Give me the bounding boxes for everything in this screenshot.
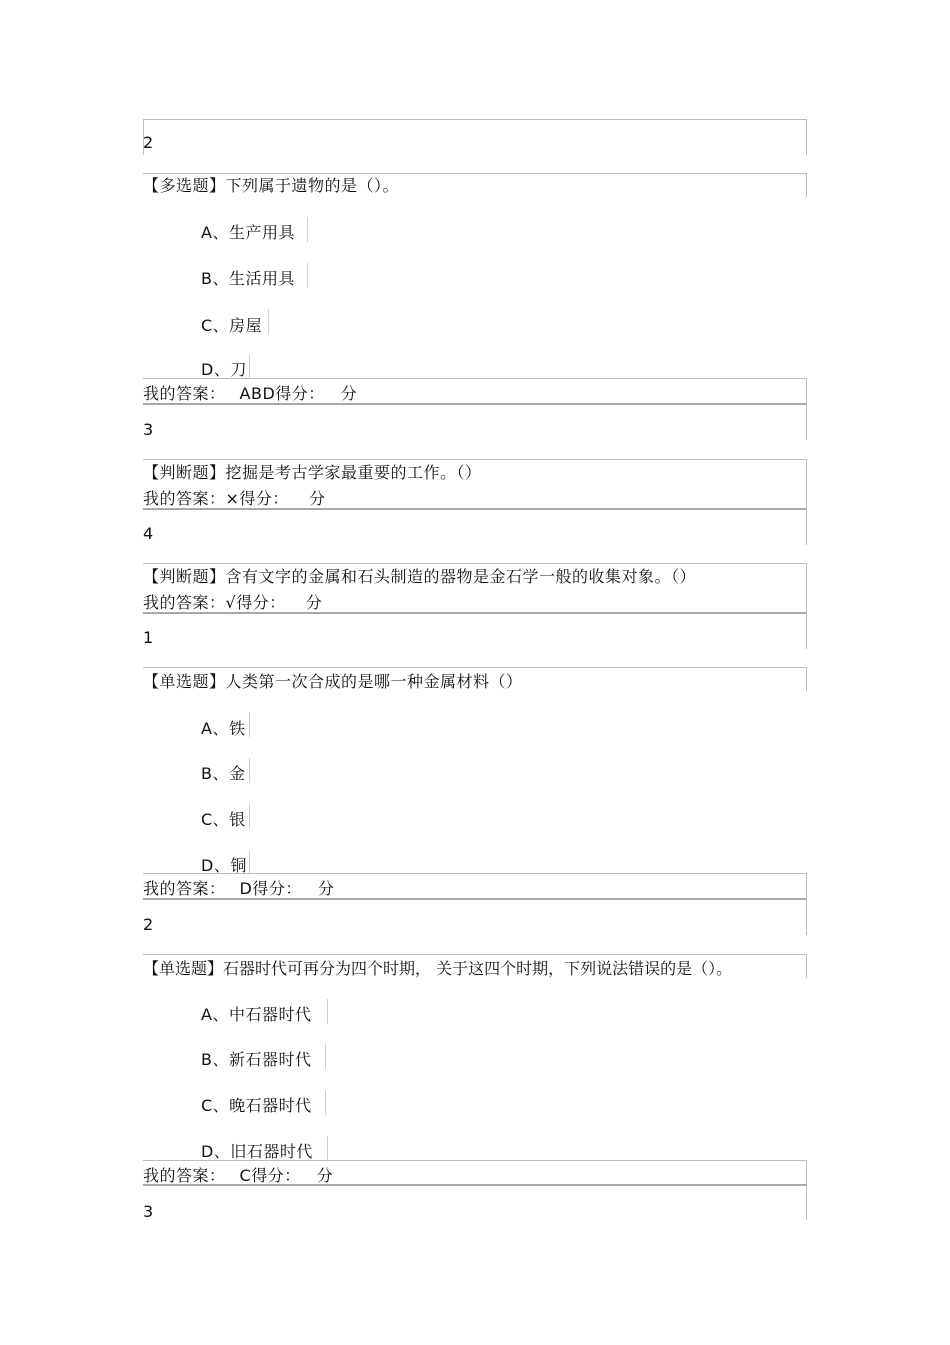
option-border xyxy=(249,712,250,737)
separator-line xyxy=(806,378,807,403)
separator-line xyxy=(143,1184,807,1186)
score-label: 得分： xyxy=(236,593,286,612)
option-c: C、房屋 xyxy=(201,316,263,335)
answer-row xyxy=(143,381,357,404)
question-text: 【判断题】挖掘是考古学家最重要的工作。（） xyxy=(143,463,482,482)
answer-label: 我的答案： xyxy=(143,879,226,898)
separator-line xyxy=(143,612,807,614)
separator-line xyxy=(143,873,807,874)
answer-row xyxy=(143,590,322,613)
separator-line xyxy=(806,403,807,440)
answer-label: 我的答案： xyxy=(143,1166,226,1185)
question-number: 3 xyxy=(143,1202,154,1221)
answer-row xyxy=(143,1163,333,1186)
separator-line xyxy=(806,508,807,545)
score-label: 得分： xyxy=(239,489,289,508)
separator-line xyxy=(143,119,807,120)
option-border xyxy=(307,263,308,288)
separator-line xyxy=(143,378,807,379)
question-text: 【多选题】下列属于遗物的是（）。 xyxy=(143,176,400,195)
score-unit: 分 xyxy=(308,489,326,508)
separator-line xyxy=(806,667,807,691)
separator-line xyxy=(806,1184,807,1220)
score-label: 得分： xyxy=(275,384,325,403)
question-number: 4 xyxy=(143,524,154,543)
separator-line xyxy=(806,563,807,612)
score-unit: 分 xyxy=(305,593,323,612)
option-d: D、铜 xyxy=(201,856,247,875)
option-border xyxy=(325,1044,326,1069)
option-d: D、刀 xyxy=(201,360,247,379)
option-border xyxy=(249,850,250,875)
option-b: B、新石器时代 xyxy=(201,1050,312,1069)
answer-row xyxy=(143,486,325,509)
answer-value: × xyxy=(225,489,240,508)
separator-line xyxy=(806,459,807,508)
option-border xyxy=(307,217,308,242)
answer-label: 我的答案： xyxy=(143,593,226,612)
answer-value: ABD xyxy=(239,384,276,403)
answer-row xyxy=(143,876,334,899)
separator-line xyxy=(143,1160,807,1161)
separator-line xyxy=(143,667,807,668)
answer-value: √ xyxy=(225,593,237,612)
separator-line xyxy=(143,954,807,955)
option-border xyxy=(325,1090,326,1115)
option-c: C、晚石器时代 xyxy=(201,1096,312,1115)
separator-line xyxy=(806,873,807,898)
separator-line xyxy=(806,898,807,935)
answer-value: C xyxy=(239,1166,252,1185)
question-text: 【单选题】人类第一次合成的是哪一种金属材料（） xyxy=(143,672,523,691)
question-number: 3 xyxy=(143,420,154,439)
score-label: 得分： xyxy=(251,1166,301,1185)
answer-value: D xyxy=(239,879,253,898)
answer-label: 我的答案： xyxy=(143,489,226,508)
option-border xyxy=(327,1136,328,1161)
separator-line xyxy=(806,1160,807,1184)
question-text: 【单选题】石器时代可再分为四个时期， 关于这四个时期，下列说法错误的是（）。 xyxy=(143,959,733,978)
option-c: C、银 xyxy=(201,810,246,829)
separator-line xyxy=(806,612,807,649)
separator-line xyxy=(806,954,807,978)
question-number: 1 xyxy=(143,628,154,647)
option-border xyxy=(249,758,250,783)
score-label: 得分： xyxy=(252,879,302,898)
answer-label: 我的答案： xyxy=(143,384,226,403)
option-a: A、中石器时代 xyxy=(201,1005,312,1024)
score-unit: 分 xyxy=(340,384,358,403)
score-unit: 分 xyxy=(317,879,335,898)
question-text: 【判断题】含有文字的金属和石头制造的器物是金石学一般的收集对象。（） xyxy=(143,567,697,586)
option-b: B、金 xyxy=(201,764,246,783)
question-number: 2 xyxy=(143,133,154,152)
option-a: A、铁 xyxy=(201,719,246,738)
separator-line xyxy=(143,508,807,510)
question-number: 2 xyxy=(143,915,154,934)
option-b: B、生活用具 xyxy=(201,269,295,288)
option-d: D、旧石器时代 xyxy=(201,1142,313,1161)
score-unit: 分 xyxy=(316,1166,334,1185)
separator-line xyxy=(806,119,807,155)
separator-line xyxy=(143,898,807,900)
separator-line xyxy=(806,173,807,197)
option-border xyxy=(249,804,250,829)
separator-line xyxy=(143,403,807,405)
option-border xyxy=(268,309,269,334)
option-border xyxy=(249,354,250,379)
option-a: A、生产用具 xyxy=(201,223,295,242)
option-border xyxy=(327,999,328,1024)
